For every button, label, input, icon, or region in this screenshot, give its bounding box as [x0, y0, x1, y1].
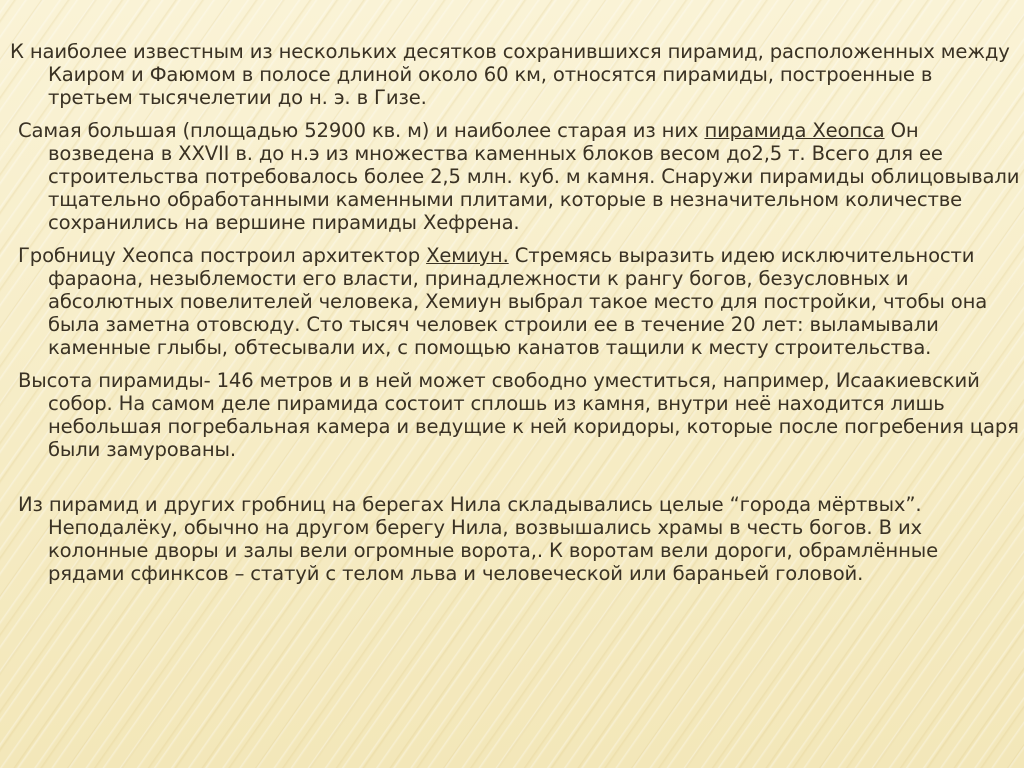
paragraph-cities-of-dead: [10, 493, 1020, 585]
paragraph-text: Стремясь выразить идею исключительности фараона, незыблемости его власти, принадлежности к рангу богов, безусловных и абсолютных повелителей человека, Хемиун выбрал такое место для постройки, чтобы она была заметна отовсюду. Сто тысяч человек строили ее в течение 20 лет: выламывали каменные глыбы, обтесывали их, с помощью канатов тащили к месту строительства.: [48, 244, 988, 359]
cheops-pyramid-link[interactable]: пирамида Хеопса: [704, 119, 885, 142]
paragraph-text: Гробницу Хеопса построил архитектор: [18, 244, 427, 267]
hemiun-link[interactable]: Хемиун.: [426, 244, 509, 267]
paragraph-text: Он возведена в XXVII в. до н.э из множества каменных блоков весом до2,5 т. Всего для ее строительства потребовалось более 2,5 млн. куб. м камня. Снаружи пирамиды облицовывали тщательно обработанными каменными плитами, которые в незначительном количестве сохранились на вершине пирамиды Хефрена.: [48, 119, 1020, 234]
paragraph-giza-pyramids: [10, 40, 1020, 109]
paragraph-text: К наиболее известным из нескольких десятков сохранившихся пирамид, расположенных между Каиром и Фаюмом в полосе длиной около 60 км, относятся пирамиды, построенные в третьем тысячелетии до н. э. в Гизе.: [10, 40, 1010, 109]
paragraph-text: Самая большая (площадью 52900 кв. м) и наиболее старая из них: [18, 119, 705, 142]
paragraph-text: Высота пирамиды- 146 метров и в ней может свободно уместиться, например, Исаакиевский собор. На самом деле пирамида состоит сплошь из камня, внутри неё находится лишь небольшая погребальная камера и ведущие к ней коридоры, которые после погребения царя были замурованы.: [18, 369, 1019, 461]
paragraph-text: Из пирамид и других гробниц на берегах Нила складывались целые “города мёртвых”. Неподалёку, обычно на другом берегу Нила, возвышались храмы в честь богов. В их колонные дворы и залы вели огромные ворота,. К воротам вели дороги, обрамлённые рядами сфинксов – статуй с телом льва и человеческой или бараньей головой.: [18, 493, 938, 585]
paragraph-hemiun: [10, 244, 1020, 359]
slide-body: [10, 40, 1020, 595]
paragraph-pyramid-height: [10, 369, 1020, 461]
paragraph-cheops-pyramid: [10, 119, 1020, 234]
